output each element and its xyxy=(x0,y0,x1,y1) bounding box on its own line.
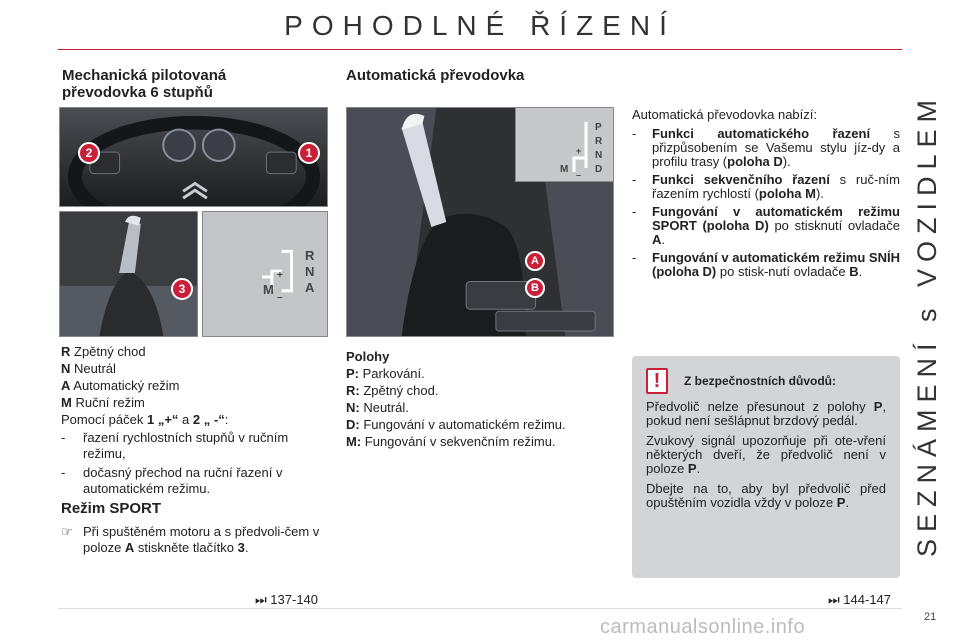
gear-lever-illustration xyxy=(60,212,197,336)
paddles-list xyxy=(61,430,329,497)
warning-paragraph: Předvolič nelze přesunout z polohy P, pokud není sešlápnut brzdový pedál. xyxy=(646,399,886,428)
position-row-d: D: Fungování v automatickém režimu. xyxy=(346,417,566,432)
auto-gate-label-d: D xyxy=(595,164,603,175)
gate-label-m: M xyxy=(263,282,274,297)
auto-gate-label-m: M xyxy=(560,164,569,175)
position-row-m: M: Fungování v sekvenčním režimu. xyxy=(346,434,556,449)
list-item: - Fungování v automatickém režimu SPORT (poloha D) po stisknutí ovladače A. xyxy=(632,204,900,247)
gate-label-n: N xyxy=(305,264,315,279)
badge-2: 2 xyxy=(78,142,100,164)
badge-1: 1 xyxy=(298,142,320,164)
positions-legend xyxy=(346,349,626,451)
gate-label-minus: – xyxy=(277,292,283,303)
steering-wheel-photo xyxy=(59,107,328,207)
list-item: - Funkci automatického řazení s přizpůsobením se Vašemu stylu jíz-dy a profilu trasy (poloha D). xyxy=(632,126,900,169)
manual-heading-line1: Mechanická pilotovaná xyxy=(62,67,227,84)
manual-gearbox-heading xyxy=(62,67,226,101)
footer-divider xyxy=(58,608,902,609)
legend-row-n: N Neutrál xyxy=(61,361,116,376)
badge-3: 3 xyxy=(171,278,193,300)
auto-gate-label-minus: – xyxy=(576,170,582,180)
gate-label-a: A xyxy=(305,280,315,295)
automatic-page-ref: ⏭ 144-147 xyxy=(828,592,892,607)
list-item: - dočasný přechod na ruční řazení v automatickém režimu. xyxy=(61,465,283,496)
position-row-r: R: Zpětný chod. xyxy=(346,383,439,398)
warning-paragraph: Zvukový signál upozorňuje při ote-vření některých dveří, že předvolič není v poloze P. xyxy=(646,433,886,476)
legend-row-a: A Automatický režim xyxy=(61,378,180,393)
gate-label-plus: + xyxy=(277,270,283,281)
legend-row-r: R Zpětný chod xyxy=(61,344,146,359)
auto-gate-label-p: P xyxy=(595,122,602,133)
sport-heading: Režim SPORT xyxy=(61,500,162,517)
manual-legend xyxy=(61,344,329,500)
page-title: POHODLNÉ ŘÍZENÍ xyxy=(284,10,676,41)
auto-gate-label-plus: + xyxy=(576,146,582,156)
gate-label-r: R xyxy=(305,248,315,263)
automatic-gearbox-heading: Automatická převodovka xyxy=(346,67,525,84)
page-number: 21 xyxy=(924,611,937,623)
list-item: - Funkci sekvenčního řazení s ruč-ním řazením rychlostí (poloha M). xyxy=(632,172,900,201)
warning-title: Z bezpečnostních důvodů: xyxy=(684,374,836,388)
position-row-n: N: Neutrál. xyxy=(346,400,409,415)
features-intro: Automatická převodovka nabízí: xyxy=(632,107,817,122)
warning-paragraph: Dbejte na to, aby byl předvolič před opuštěním vozidla vždy v poloze P. xyxy=(646,481,886,510)
steering-wheel-illustration xyxy=(60,108,327,206)
automatic-features xyxy=(632,107,900,283)
legend-row-m: M Ruční režim xyxy=(61,395,145,410)
hand-pointer-icon: ☞ xyxy=(61,524,73,539)
title-divider xyxy=(58,49,902,50)
safety-warning-box xyxy=(632,356,900,578)
manual-page-ref: ⏭ 137-140 xyxy=(255,592,319,607)
warning-icon: ! xyxy=(646,368,668,394)
automatic-gate-inset xyxy=(515,108,614,182)
features-list xyxy=(632,127,900,279)
position-row-p: P: Parkování. xyxy=(346,366,425,381)
sport-instruction: ☞ Při spuštěném motoru a s předvoli-čem v poloze A stiskněte tlačítko 3. xyxy=(61,524,320,555)
warning-body xyxy=(646,400,886,516)
side-chapter-title: SEZNÁMENÍ s VOZIDLEM xyxy=(912,92,942,558)
list-item: - řazení rychlostních stupňů v ručním režimu, xyxy=(61,430,289,461)
manual-heading-line2: převodovka 6 stupňů xyxy=(62,84,213,101)
manual-gate-diagram xyxy=(202,211,328,337)
paddles-intro: Pomocí páček 1 „+“ a 2 „ -“: xyxy=(61,412,229,427)
list-item: - Fungování v automatickém režimu SNÍH (poloha D) po stisk-nutí ovladače B. xyxy=(632,250,900,279)
automatic-gear-lever-photo xyxy=(346,107,614,337)
manual-gear-lever-photo xyxy=(59,211,198,337)
badge-a: A xyxy=(525,251,545,271)
auto-gate-label-n: N xyxy=(595,150,603,161)
watermark: carmanualsonline.info xyxy=(600,616,806,638)
auto-gate-label-r: R xyxy=(595,136,603,147)
positions-title: Polohy xyxy=(346,349,390,364)
badge-b: B xyxy=(525,278,545,298)
